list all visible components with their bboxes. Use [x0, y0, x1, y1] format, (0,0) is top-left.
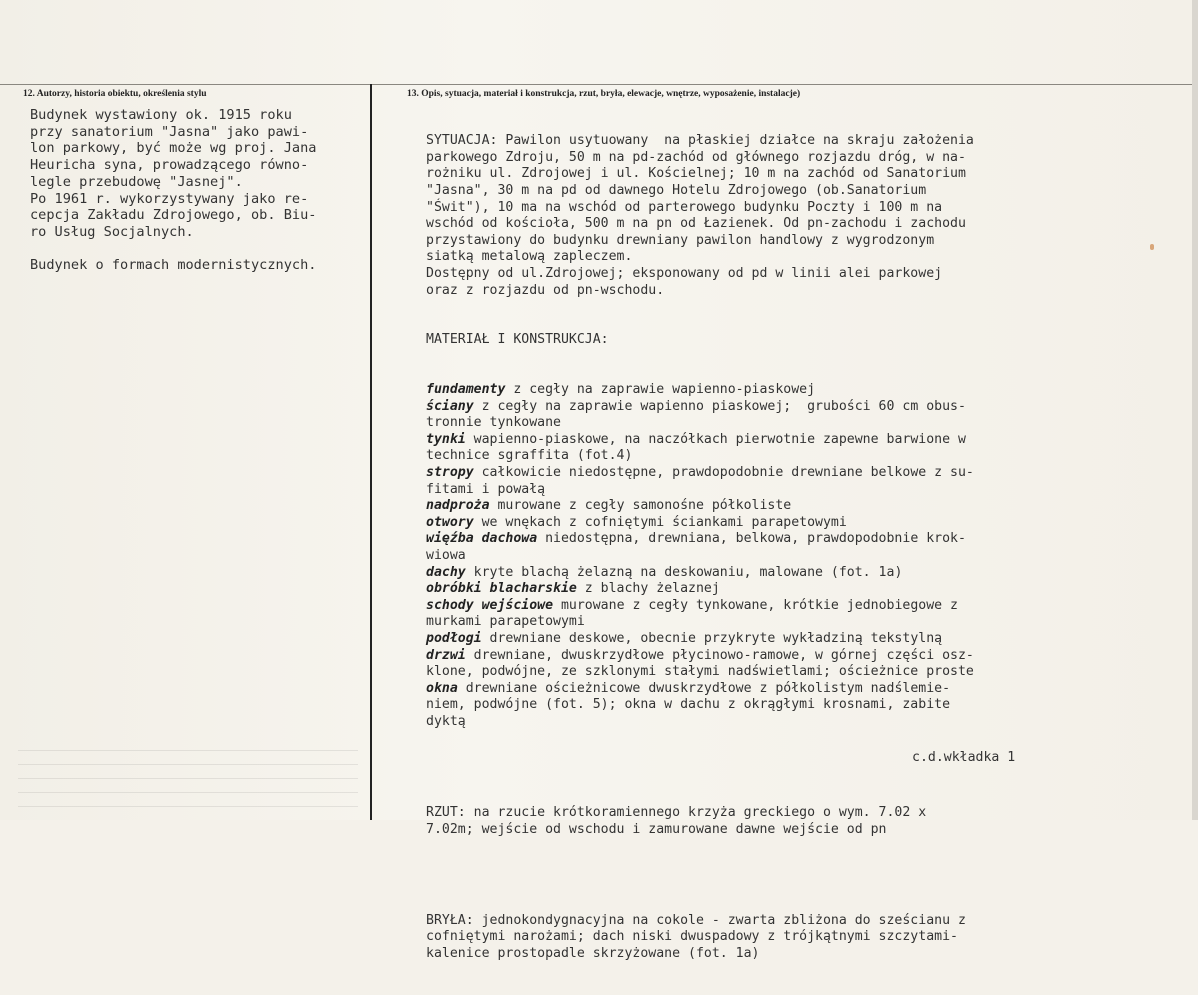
material-item: [426, 648, 1126, 681]
material-term: otwory: [426, 514, 474, 530]
material-description: kryte blachą żelazną na deskowaniu, malowane (fot. 1a): [465, 564, 903, 580]
material-term: ściany: [426, 398, 474, 414]
materials-list: [426, 382, 1126, 730]
material-description: niedostępna, drewniana, belkowa, prawdopodobnie krok- wiowa: [426, 531, 966, 564]
material-item: [426, 432, 1126, 465]
material-item: [426, 382, 1126, 399]
material-description: z blachy żelaznej: [576, 581, 720, 597]
material-description: całkowicie niedostępne, prawdopodobnie drewniane belkowe z su- fitami i powałą: [426, 465, 974, 497]
material-description: wapienno-piaskowe, na naczółkach pierwotnie zapewne barwione w technice sgraffita (fot.4): [426, 431, 966, 464]
material-description: drewniane, dwuskrzydłowe płycinowo-ramowe, w górnej części osz- klone, podwójne, ze szklonymi stałymi nadświetlami; ościeżnice proste: [426, 647, 974, 680]
material-term: okna: [426, 680, 458, 696]
show-through-text: [18, 740, 358, 810]
material-description: drewniane deskowe, obecnie przykryte wykładziną tekstylną: [481, 631, 943, 646]
material-term: nadproża: [426, 498, 490, 514]
history-text: Budynek wystawiony ok. 1915 roku przy sanatorium "Jasna" jako pawi- lon parkowy, być może wg proj. Jana Heuricha syna, prowadzącego równo- legle przebudowę "Jasnej". Po 1961 r. wykorzystywany jako re- cepcja Zakładu Zdrojowego, ob. Biu- ro Usług Socjalnych. Budynek o formach modernistycznych.: [30, 107, 317, 274]
material-term: schody wejściowe: [426, 597, 554, 613]
material-description: drewniane ościeżnicowe dwuskrzydłowe z półkolistym nadślemie- niem, podwójne (fot. 5); okna w dachu z okrągłymi krosnami, zabite dyktą: [426, 680, 951, 729]
material-item: [426, 465, 1126, 498]
page-edge: [1192, 0, 1198, 820]
description-text: [426, 100, 1126, 995]
material-item: [426, 399, 1126, 432]
header-rule: [0, 84, 1198, 85]
material-item: [426, 515, 1126, 532]
material-term: tynki: [426, 431, 466, 447]
material-item: [426, 565, 1126, 582]
material-item: [426, 598, 1126, 631]
continuation-note: c.d.wkładka 1: [912, 750, 1016, 765]
material-term: podłogi: [426, 631, 482, 646]
material-item: [426, 498, 1126, 515]
material-item: [426, 581, 1126, 598]
section-13-header: 13. Opis, sytuacja, materiał i konstrukcja, rzut, bryła, elewacje, wnętrze, wyposażenie, instalacje): [407, 89, 801, 99]
material-term: obróbki blacharskie: [426, 581, 577, 597]
material-description: murowane z cegły samonośne półkoliste: [489, 498, 792, 514]
massing-paragraph: BRYŁA: jednokondygnacyjna na cokole - zwarta zbliżona do sześcianu z cofniętymi narożami; dach niski dwuspadowy z trójkątnymi szczytami- kalenice prostopadle skrzyżowane (fot. 1a): [426, 912, 966, 961]
material-description: z cegły na zaprawie wapienno-piaskowej: [505, 382, 816, 398]
paper-speck: [1150, 244, 1154, 250]
material-description: murowane z cegły tynkowane, krótkie jednobiegowe z murkami parapetowymi: [426, 597, 958, 630]
material-term: stropy: [426, 465, 474, 481]
material-item: [426, 531, 1126, 564]
material-heading: MATERIAŁ I KONSTRUKCJA:: [426, 332, 609, 348]
material-item: [426, 681, 1126, 731]
material-term: fundamenty: [426, 382, 506, 398]
material-description: z cegły na zaprawie wapienno piaskowej; grubości 60 cm obus- tronnie tynkowane: [426, 398, 966, 431]
material-term: drzwi: [426, 647, 466, 663]
material-term: więźba dachowa: [426, 531, 538, 547]
material-term: dachy: [426, 564, 466, 580]
section-12-header: 12. Autorzy, historia obiektu, określenia stylu: [23, 89, 207, 99]
situation-paragraph: SYTUACJA: Pawilon usytuowany na płaskiej działce na skraju założenia parkowego Zdroju, 50 m na pd-zachód od głównego rozjazdu dróg, w na- rożniku ul. Zdrojowej i ul. Kościelnej; 10 m na zachód od Sanatorium "Jasna", 30 m na pd od dawnego Hotelu Zdrojowego (ob.Sanatorium "Świt"), 10 ma na wschód od parterowego budynku Poczty i 100 m na wschód od kościoła, 500 m na pn od Łazienek. Od pn-zachodu i zachodu przystawiony do budynku drewniany pawilon handlowy z wygrodzonym siatką metalową zapleczem. Dostępny od ul.Zdrojowej; eksponowany od pd w linii alei parkowej oraz z rozjazdu od pn-wschodu.: [426, 133, 974, 298]
material-item: [426, 631, 1126, 648]
plan-paragraph: RZUT: na rzucie krótkoramiennego krzyża greckiego o wym. 7.02 x 7.02m; wejście od wschodu i zamurowane dawne wejście od pn: [426, 804, 927, 837]
material-description: we wnękach z cofniętymi ściankami parapetowymi: [473, 514, 847, 530]
